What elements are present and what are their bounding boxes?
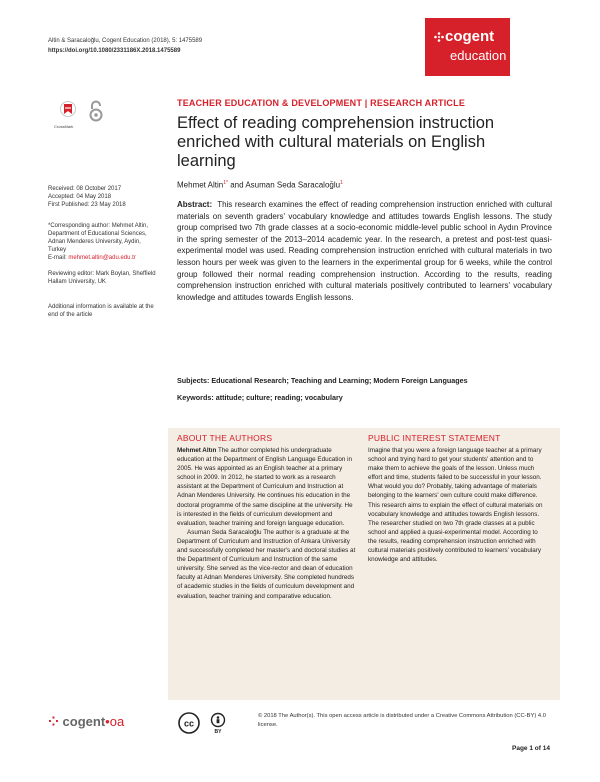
public-interest-heading: PUBLIC INTEREST STATEMENT <box>368 433 501 443</box>
page-number: Page 1 of 14 <box>512 745 550 752</box>
bio-author-name: Mehmet Altın <box>177 447 217 454</box>
brand-name: cogent <box>445 28 495 45</box>
bio-text: The author is a graduate at the Department of Curriculum and Instruction of Ankara University and successfully completed her master's and doctoral studies at the Department of Curriculum and Instruction of the same university. She served as the vice-rector and dean of education faculty at Adnan Menderes University. She completed hundreds of academic studies in the fields of curriculum development and evaluation, teacher training and comparative education. <box>177 528 356 600</box>
cc-by-license-icon[interactable] <box>178 712 248 734</box>
cogent-dots-icon <box>434 32 444 42</box>
corresponding-author: *Corresponding author: Mehmet Altin, Department of Educational Sciences, Adnan Menderes University, Aydin, Turkey <box>48 223 149 253</box>
author-bio <box>177 528 357 601</box>
doi-link[interactable]: https://doi.org/10.1080/2331186X.2018.1475589 <box>48 48 181 54</box>
email-link[interactable]: mehmet.altin@adu.edu.tr <box>68 255 136 261</box>
crossmark-label: CrossMark <box>54 124 74 129</box>
bio-text: The author completed his undergraduate education at the Department of English Language Education in 2005. He was appointed as an English teacher at a primary school in 2009. In 2012, he started to work as a research assistant at the Department of Curriculum and Instruction at Adnan Menderes University. He continues his education in the doctoral programme of the same discipline at the university. He is interested in the fields of curriculum development and evaluation, teacher training and foreign language education. <box>177 447 353 527</box>
bio-author-name: Asuman Seda Saracaloğlu <box>187 528 262 536</box>
accepted-date: Accepted: 04 May 2018 <box>48 194 112 200</box>
corresponding-author-info <box>48 222 158 262</box>
article-title: Effect of reading comprehension instruction enriched with cultural materials on English learning <box>177 114 495 170</box>
subjects-line: Subjects: Educational Research; Teaching and Learning; Modern Foreign Languages <box>177 376 468 385</box>
keywords-line: Keywords: attitude; culture; reading; vocabulary <box>177 393 343 402</box>
author-affiliation-mark: 1* <box>223 180 228 186</box>
reviewing-editor: Reviewing editor: Mark Boylan, Sheffield Hallam University, UK <box>48 271 156 285</box>
by-text: BY <box>214 729 222 734</box>
additional-info-note: Additional information is available at the end of the article <box>48 304 154 318</box>
brand-subject: education <box>450 48 507 63</box>
cc-text: cc <box>183 718 195 729</box>
publication-dates <box>48 185 158 209</box>
author-conjunction: and <box>227 180 246 190</box>
author-name: Asuman Seda Saracaloğlu <box>245 180 341 190</box>
cogent-education-logo <box>425 18 510 76</box>
received-date: Received: 08 October 2017 <box>48 186 122 192</box>
abstract-label: Abstract: <box>177 200 213 209</box>
public-interest-text: Imagine that you were a foreign language teacher at a primary school and trying hard to get your students' attention and to make them to achieve the goals of the lesson. Unless much effort and time, students failed to be successful in your lesson. What would you do? Probably, taking advantage of materials belonging to the learners' own culture could make difference. This research aims to explain the effect of cultural materials on vocabulary knowledge and attitudes towards English lessons. The researcher studied on two 7th grade classes at a public school and applied a quasi-experimental model. According to the results, reading comprehension instruction enriched with cultural materials positively contributed to learners' vocabulary knowledge and attitudes. <box>368 447 543 564</box>
author-affiliation-mark: 1 <box>340 180 343 186</box>
open-access-icon <box>88 100 104 122</box>
abstract-text: This research examines the effect of reading comprehension instruction enriched with cultural materials on seventh graders' vocabulary knowledge and attitudes towards English lessons. The study group comprised two 7th grade classes at a socio-economic middle-level public school in Aydın Province in the spring semester of the 2013–2014 academic year. In the research, a pretest and post-test quasi-experimental model was used. Reading comprehension instruction enriched with cultural materials in two lesson hours per week was given to the learners in the experimental group for 6 weeks, while the control group followed their normal reading comprehension instruction. According to the results, reading comprehension instruction enriched with cultural materials positively contributed to learners' vocabulary knowledge and attitudes towards English lessons. <box>177 200 552 302</box>
about-authors-heading: ABOUT THE AUTHORS <box>177 433 273 443</box>
logo-oa-text: •oa <box>105 714 125 729</box>
author-bio <box>177 446 357 528</box>
email-line <box>48 254 158 262</box>
cogent-oa-logo <box>48 714 124 730</box>
logo-main-text: cogent <box>62 714 106 729</box>
first-published-date: First Published: 23 May 2018 <box>48 202 126 208</box>
author-line <box>177 180 343 190</box>
abstract <box>177 199 552 303</box>
author-name: Mehmet Altin <box>177 180 224 190</box>
running-header <box>48 36 202 56</box>
cogent-dots-icon: ⁘ <box>48 714 59 729</box>
email-label: E-mail: <box>48 255 69 261</box>
citation-line: Altin & Saracaloğlu, Cogent Education (2018), 5: 1475589 <box>48 38 203 44</box>
license-statement: © 2018 The Author(s). This open access article is distributed under a Creative Commons Attribution (CC-BY) 4.0 license. <box>258 713 546 728</box>
about-authors-text <box>177 446 357 601</box>
crossmark-icon[interactable] <box>60 100 76 124</box>
author-info-panel <box>168 428 560 700</box>
article-section-label: TEACHER EDUCATION & DEVELOPMENT | RESEARCH ARTICLE <box>177 98 466 108</box>
